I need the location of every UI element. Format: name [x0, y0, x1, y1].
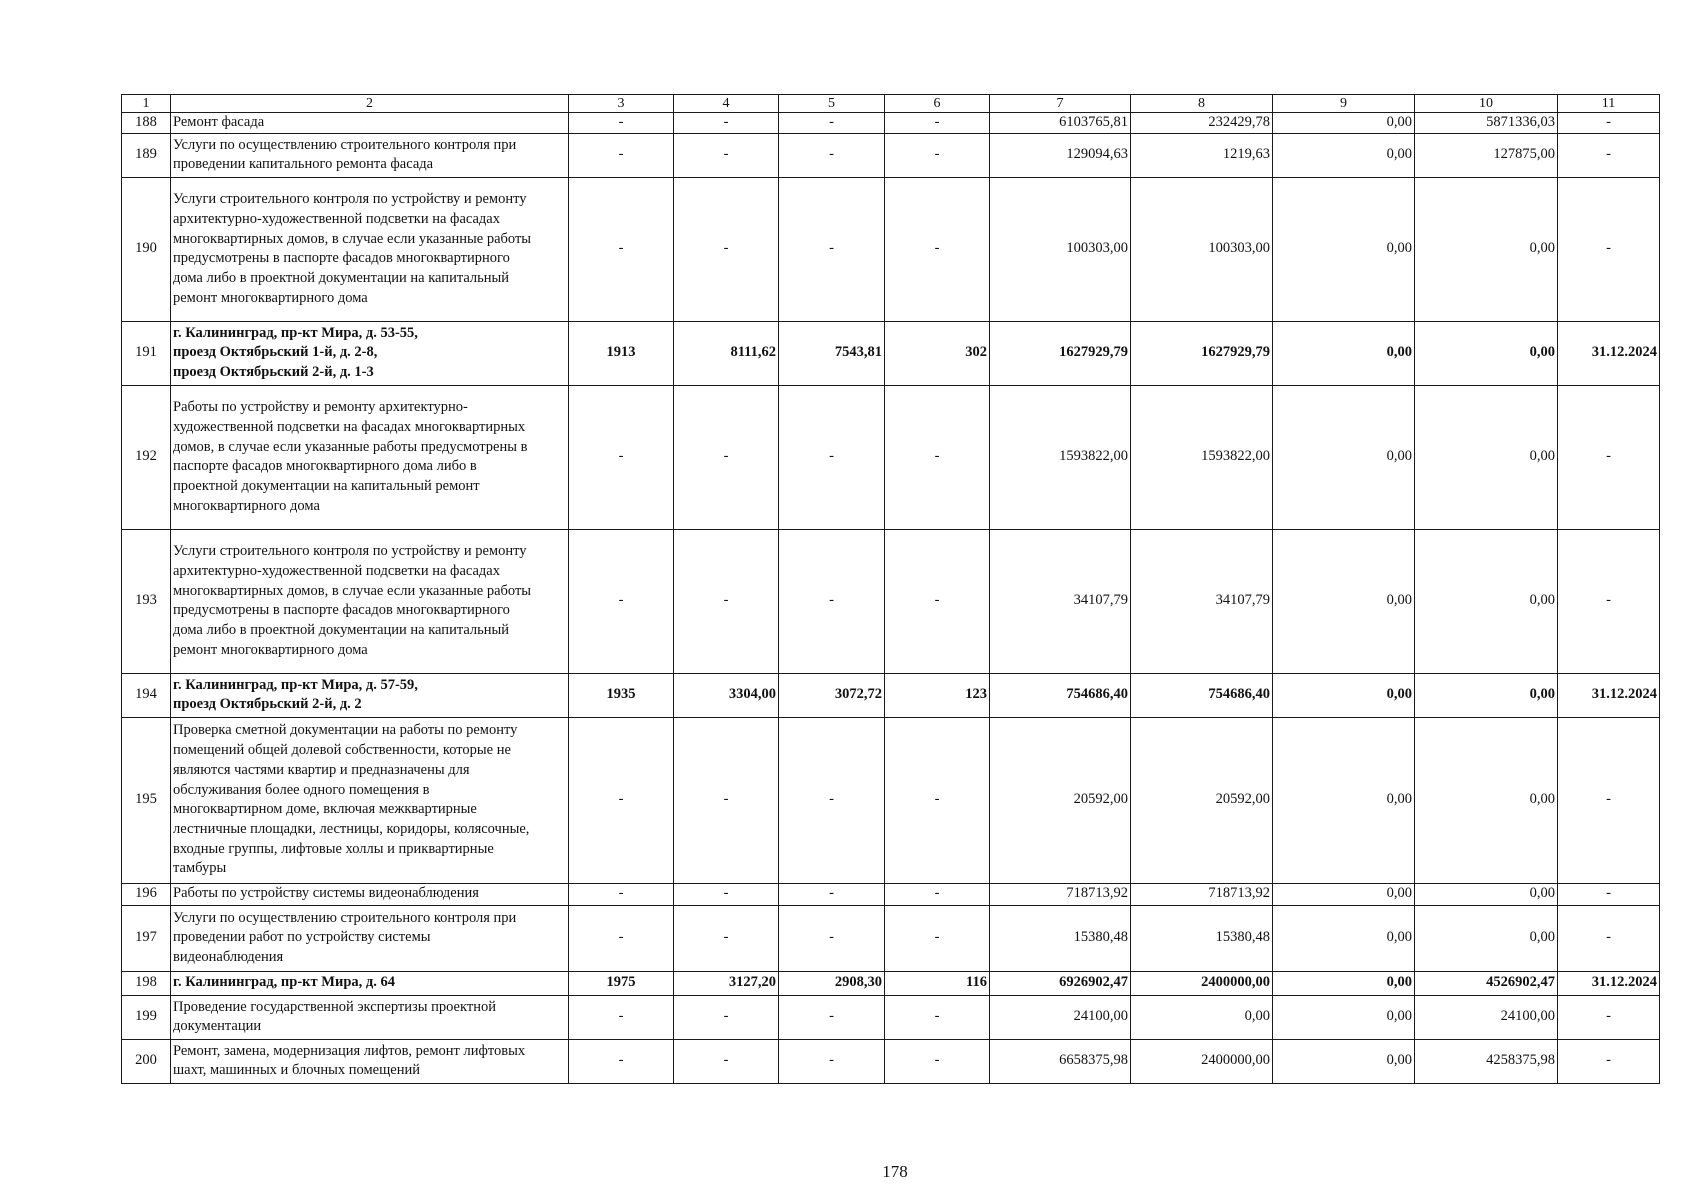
cell-col10: 5871336,03 — [1415, 113, 1558, 134]
description-line: дома либо в проектной документации на капитальный — [173, 621, 510, 638]
row-number: 193 — [122, 529, 171, 673]
cell-col10: 24100,00 — [1415, 995, 1558, 1039]
cell-col5: - — [779, 113, 885, 134]
cell-col9: 0,00 — [1273, 995, 1415, 1039]
cell-col6: - — [885, 717, 990, 883]
table-row — [122, 113, 1660, 134]
cell-col11: - — [1558, 995, 1660, 1039]
row-number: 192 — [122, 385, 171, 529]
cell-col4: - — [674, 113, 779, 134]
work-description — [171, 529, 569, 673]
cell-col8: 20592,00 — [1131, 717, 1273, 883]
table-row — [122, 883, 1660, 905]
cell-col9: 0,00 — [1273, 905, 1415, 971]
cell-col6: - — [885, 385, 990, 529]
cell-col7: 1593822,00 — [990, 385, 1131, 529]
cell-col4: 8111,62 — [674, 321, 779, 385]
row-number: 190 — [122, 177, 171, 321]
table-row — [122, 321, 1660, 385]
description-line: проезд Октябрьский 2-й, д. 2 — [173, 696, 362, 713]
cell-col8: 15380,48 — [1131, 905, 1273, 971]
works-table — [121, 94, 1660, 1084]
column-number: 1 — [122, 95, 171, 113]
cell-col6: 116 — [885, 971, 990, 995]
cell-col4: - — [674, 1039, 779, 1083]
column-number: 10 — [1415, 95, 1558, 113]
cell-col3: 1975 — [569, 971, 674, 995]
cell-col8: 718713,92 — [1131, 883, 1273, 905]
description-line: обслуживания более одного помещения в — [173, 781, 430, 798]
cell-col11: 31.12.2024 — [1558, 673, 1660, 717]
description-line: ремонт многоквартирного дома — [173, 641, 368, 658]
work-description — [171, 717, 569, 883]
column-number: 7 — [990, 95, 1131, 113]
cell-col4: 3127,20 — [674, 971, 779, 995]
description-line: г. Калининград, пр-кт Мира, д. 57-59, — [173, 676, 418, 693]
description-line: паспорте фасадов многоквартирного дома либо в — [173, 458, 477, 475]
cell-col7: 718713,92 — [990, 883, 1131, 905]
cell-col5: - — [779, 883, 885, 905]
description-line: Услуги строительного контроля по устройству и ремонту — [173, 543, 527, 560]
cell-col6: 123 — [885, 673, 990, 717]
cell-col7: 6103765,81 — [990, 113, 1131, 134]
cell-col9: 0,00 — [1273, 883, 1415, 905]
cell-col10: 0,00 — [1415, 385, 1558, 529]
cell-col3: 1935 — [569, 673, 674, 717]
cell-col7: 100303,00 — [990, 177, 1131, 321]
work-description — [171, 133, 569, 177]
row-number: 188 — [122, 113, 171, 134]
cell-col4: 3304,00 — [674, 673, 779, 717]
cell-col8: 232429,78 — [1131, 113, 1273, 134]
cell-col7: 6658375,98 — [990, 1039, 1131, 1083]
description-line: шахт, машинных и блочных помещений — [173, 1062, 420, 1079]
description-line: многоквартирных домов, в случае если указанные работы — [173, 582, 532, 599]
cell-col8: 0,00 — [1131, 995, 1273, 1039]
cell-col5: - — [779, 995, 885, 1039]
column-number: 2 — [171, 95, 569, 113]
cell-col5: - — [779, 133, 885, 177]
cell-col6: - — [885, 177, 990, 321]
cell-col8: 754686,40 — [1131, 673, 1273, 717]
cell-col11: - — [1558, 133, 1660, 177]
work-description: Ремонт фасада — [171, 113, 569, 134]
description-line: проведении капитального ремонта фасада — [173, 156, 434, 173]
cell-col7: 15380,48 — [990, 905, 1131, 971]
description-line: домов, в случае если указанные работы предусмотрены в — [173, 438, 528, 455]
table-row — [122, 1039, 1660, 1083]
address-cell: г. Калининград, пр-кт Мира, д. 64 — [171, 971, 569, 995]
cell-col4: - — [674, 995, 779, 1039]
cell-col6: - — [885, 529, 990, 673]
cell-col3: - — [569, 995, 674, 1039]
table-row — [122, 133, 1660, 177]
row-number: 198 — [122, 971, 171, 995]
cell-col7: 6926902,47 — [990, 971, 1131, 995]
cell-col6: - — [885, 113, 990, 134]
description-line: дома либо в проектной документации на капитальный — [173, 269, 510, 286]
cell-col7: 1627929,79 — [990, 321, 1131, 385]
description-line: входные группы, лифтовые холлы и приквартирные — [173, 840, 494, 857]
column-number: 6 — [885, 95, 990, 113]
table-row — [122, 177, 1660, 321]
column-number: 3 — [569, 95, 674, 113]
cell-col4: - — [674, 133, 779, 177]
cell-col6: - — [885, 1039, 990, 1083]
cell-col10: 0,00 — [1415, 529, 1558, 673]
cell-col5: - — [779, 905, 885, 971]
cell-col10: 4526902,47 — [1415, 971, 1558, 995]
cell-col7: 24100,00 — [990, 995, 1131, 1039]
cell-col7: 129094,63 — [990, 133, 1131, 177]
description-line: документации — [173, 1018, 262, 1035]
description-line: Услуги строительного контроля по устройству и ремонту — [173, 191, 527, 208]
cell-col5: 7543,81 — [779, 321, 885, 385]
cell-col11: - — [1558, 113, 1660, 134]
cell-col9: 0,00 — [1273, 971, 1415, 995]
row-number: 200 — [122, 1039, 171, 1083]
cell-col11: - — [1558, 177, 1660, 321]
cell-col7: 20592,00 — [990, 717, 1131, 883]
cell-col4: - — [674, 905, 779, 971]
description-line: Услуги по осуществлению строительного контроля при — [173, 136, 517, 153]
cell-col6: - — [885, 995, 990, 1039]
description-line: проведении работ по устройству системы — [173, 929, 431, 946]
cell-col4: - — [674, 529, 779, 673]
table-row — [122, 529, 1660, 673]
table-row — [122, 673, 1660, 717]
cell-col6: - — [885, 905, 990, 971]
table-row — [122, 971, 1660, 995]
description-line: проектной документации на капитальный ремонт — [173, 477, 480, 494]
cell-col5: - — [779, 177, 885, 321]
column-number: 5 — [779, 95, 885, 113]
cell-col9: 0,00 — [1273, 177, 1415, 321]
cell-col3: - — [569, 133, 674, 177]
table-row — [122, 385, 1660, 529]
cell-col5: - — [779, 529, 885, 673]
cell-col7: 754686,40 — [990, 673, 1131, 717]
cell-col9: 0,00 — [1273, 717, 1415, 883]
cell-col5: - — [779, 717, 885, 883]
cell-col5: 3072,72 — [779, 673, 885, 717]
cell-col4: - — [674, 177, 779, 321]
description-line: лестничные площадки, лестницы, коридоры, колясочные, — [173, 820, 530, 837]
page-number: 178 — [882, 1162, 908, 1181]
cell-col5: - — [779, 385, 885, 529]
table-row — [122, 995, 1660, 1039]
cell-col9: 0,00 — [1273, 1039, 1415, 1083]
cell-col11: - — [1558, 1039, 1660, 1083]
address-cell — [171, 321, 569, 385]
description-line: многоквартирных домов, в случае если указанные работы — [173, 230, 532, 247]
cell-col9: 0,00 — [1273, 529, 1415, 673]
cell-col10: 0,00 — [1415, 177, 1558, 321]
cell-col10: 0,00 — [1415, 321, 1558, 385]
cell-col10: 0,00 — [1415, 905, 1558, 971]
description-line: Проверка сметной документации на работы по ремонту — [173, 722, 518, 739]
cell-col11: - — [1558, 717, 1660, 883]
row-number: 194 — [122, 673, 171, 717]
description-line: г. Калининград, пр-кт Мира, д. 53-55, — [173, 324, 418, 341]
description-line: многоквартирного дома — [173, 497, 320, 514]
description-line: Работы по устройству и ремонту архитектурно- — [173, 399, 468, 416]
row-number: 199 — [122, 995, 171, 1039]
description-line: Ремонт, замена, модернизация лифтов, ремонт лифтовых — [173, 1042, 526, 1059]
cell-col3: - — [569, 385, 674, 529]
work-description — [171, 905, 569, 971]
description-line: тамбуры — [173, 860, 227, 877]
cell-col8: 100303,00 — [1131, 177, 1273, 321]
cell-col11: - — [1558, 529, 1660, 673]
table-row — [122, 717, 1660, 883]
cell-col9: 0,00 — [1273, 385, 1415, 529]
cell-col3: - — [569, 1039, 674, 1083]
row-number: 191 — [122, 321, 171, 385]
cell-col3: - — [569, 177, 674, 321]
cell-col11: - — [1558, 385, 1660, 529]
cell-col7: 34107,79 — [990, 529, 1131, 673]
cell-col9: 0,00 — [1273, 113, 1415, 134]
description-line: видеонаблюдения — [173, 949, 284, 966]
description-line: предусмотрены в паспорте фасадов многоквартирного — [173, 250, 510, 267]
column-number: 4 — [674, 95, 779, 113]
cell-col9: 0,00 — [1273, 673, 1415, 717]
cell-col3: - — [569, 113, 674, 134]
cell-col3: - — [569, 905, 674, 971]
work-description — [171, 385, 569, 529]
description-line: художественной подсветки на фасадах многоквартирных — [173, 418, 526, 435]
description-line: помещений общей долевой собственности, которые не — [173, 742, 511, 759]
cell-col3: - — [569, 883, 674, 905]
cell-col3: 1913 — [569, 321, 674, 385]
cell-col4: - — [674, 385, 779, 529]
cell-col8: 1219,63 — [1131, 133, 1273, 177]
column-number: 8 — [1131, 95, 1273, 113]
cell-col10: 4258375,98 — [1415, 1039, 1558, 1083]
description-line: предусмотрены в паспорте фасадов многоквартирного — [173, 602, 510, 619]
cell-col6: - — [885, 133, 990, 177]
cell-col4: - — [674, 717, 779, 883]
table-row — [122, 905, 1660, 971]
cell-col8: 1593822,00 — [1131, 385, 1273, 529]
description-line: Проведение государственной экспертизы проектной — [173, 998, 496, 1015]
cell-col10: 0,00 — [1415, 673, 1558, 717]
work-description — [171, 1039, 569, 1083]
description-line: архитектурно-художественной подсветки на фасадах — [173, 562, 500, 579]
cell-col5: 2908,30 — [779, 971, 885, 995]
column-number: 9 — [1273, 95, 1415, 113]
column-number: 11 — [1558, 95, 1660, 113]
cell-col10: 0,00 — [1415, 717, 1558, 883]
cell-col9: 0,00 — [1273, 133, 1415, 177]
cell-col8: 2400000,00 — [1131, 971, 1273, 995]
cell-col6: 302 — [885, 321, 990, 385]
description-line: проезд Октябрьский 2-й, д. 1-3 — [173, 364, 374, 381]
description-line: многоквартирном доме, включая межквартирные — [173, 801, 477, 818]
row-number: 196 — [122, 883, 171, 905]
description-line: проезд Октябрьский 1-й, д. 2-8, — [173, 344, 378, 361]
cell-col10: 127875,00 — [1415, 133, 1558, 177]
cell-col11: - — [1558, 905, 1660, 971]
column-number-row — [122, 95, 1660, 113]
work-description: Работы по устройству системы видеонаблюдения — [171, 883, 569, 905]
cell-col10: 0,00 — [1415, 883, 1558, 905]
cell-col5: - — [779, 1039, 885, 1083]
cell-col3: - — [569, 717, 674, 883]
cell-col4: - — [674, 883, 779, 905]
cell-col6: - — [885, 883, 990, 905]
work-description — [171, 177, 569, 321]
cell-col8: 34107,79 — [1131, 529, 1273, 673]
cell-col3: - — [569, 529, 674, 673]
description-line: архитектурно-художественной подсветки на фасадах — [173, 210, 500, 227]
row-number: 197 — [122, 905, 171, 971]
cell-col11: 31.12.2024 — [1558, 321, 1660, 385]
description-line: Услуги по осуществлению строительного контроля при — [173, 909, 517, 926]
row-number: 195 — [122, 717, 171, 883]
cell-col11: 31.12.2024 — [1558, 971, 1660, 995]
cell-col11: - — [1558, 883, 1660, 905]
address-cell — [171, 673, 569, 717]
row-number: 189 — [122, 133, 171, 177]
cell-col8: 2400000,00 — [1131, 1039, 1273, 1083]
work-description — [171, 995, 569, 1039]
description-line: ремонт многоквартирного дома — [173, 289, 368, 306]
description-line: являются частями квартир и предназначены для — [173, 761, 470, 778]
cell-col9: 0,00 — [1273, 321, 1415, 385]
cell-col8: 1627929,79 — [1131, 321, 1273, 385]
